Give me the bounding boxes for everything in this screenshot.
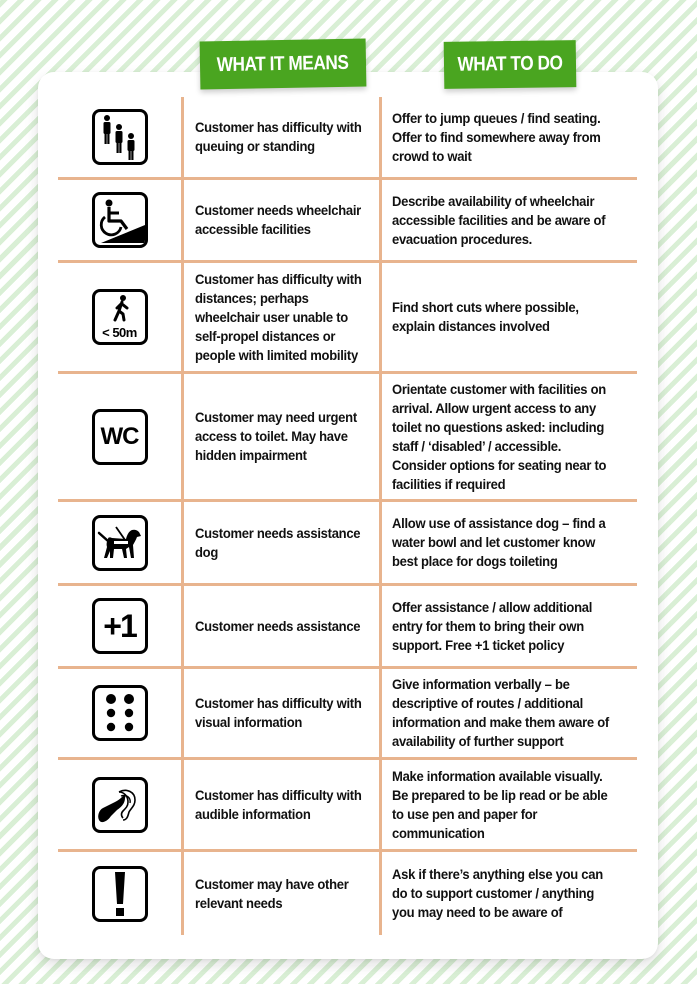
- table-row: [58, 760, 637, 852]
- hearing-icon: [92, 777, 148, 833]
- means-cell: [184, 760, 382, 849]
- table-row: [58, 374, 637, 502]
- icon-cell: [58, 586, 184, 666]
- means-cell: [184, 180, 382, 260]
- means-cell: [184, 374, 382, 499]
- means-text: Customer needs wheelchair accessible facilities: [195, 202, 361, 237]
- queue-people-icon: [92, 109, 148, 165]
- table-row: [58, 180, 637, 263]
- means-text: Customer has difficulty with distances; perhaps wheelchair user unable to self-propel distances or people with limited mobility: [195, 270, 362, 363]
- means-cell: [184, 502, 382, 583]
- means-text: Customer has difficulty with visual information: [195, 695, 362, 730]
- do-text: Find short cuts where possible, explain distances involved: [392, 299, 579, 334]
- icon-cell: [58, 502, 184, 583]
- do-text: Give information verbally – be descriptive of routes / additional information and make them aware of availability of further support: [392, 676, 609, 749]
- icon-cell: [58, 760, 184, 849]
- do-cell: [382, 586, 637, 666]
- icon-cell: [58, 669, 184, 757]
- wc-label: WC: [100, 422, 139, 450]
- means-cell: [184, 586, 382, 666]
- walking-distance-icon: [92, 289, 148, 345]
- icon-cell: [58, 852, 184, 935]
- distance-label: < 50m: [102, 325, 137, 340]
- table-row: [58, 502, 637, 586]
- plus-one-icon: [92, 598, 148, 654]
- do-cell: [382, 263, 637, 371]
- do-text: Orientate customer with facilities on arrival. Allow urgent access to any toilet no questions asked: including staff / ‘disabled’ / accessible. Consider options for seating near to facilities if required: [392, 380, 607, 492]
- means-cell: [184, 97, 382, 177]
- do-text: Allow use of assistance dog – find a water bowl and let customer know best place for dogs toileting: [392, 515, 606, 569]
- do-cell: [382, 502, 637, 583]
- means-text: Customer needs assistance: [195, 617, 361, 634]
- table-row: [58, 586, 637, 669]
- means-cell: [184, 852, 382, 935]
- do-text: Describe availability of wheelchair accessible facilities and be aware of evacuation procedures.: [392, 192, 606, 247]
- braille-icon: [92, 685, 148, 741]
- do-cell: [382, 180, 637, 260]
- header-what-to-do-label: WHAT TO DO: [457, 52, 563, 76]
- do-text: Make information available visually. Be prepared to be lip read or be able to use pen and paper for communication: [392, 767, 608, 841]
- means-text: Customer needs assistance dog: [195, 524, 361, 560]
- exclamation-icon: [92, 866, 148, 922]
- means-cell: [184, 263, 382, 371]
- icon-cell: [58, 180, 184, 260]
- icon-cell: [58, 97, 184, 177]
- do-cell: [382, 760, 637, 849]
- do-text: Ask if there’s anything else you can do to support customer / anything you may need to be aware of: [392, 866, 603, 920]
- table-row: [58, 669, 637, 760]
- means-text: Customer may need urgent access to toilet. May have hidden impairment: [195, 409, 357, 463]
- guidance-table: [58, 97, 637, 935]
- do-text: Offer assistance / allow additional entry for them to bring their own support. Free +1 ticket policy: [392, 598, 593, 653]
- do-text: Offer to jump queues / find seating. Offer to find somewhere away from crowd to wait: [392, 109, 601, 164]
- do-cell: [382, 669, 637, 757]
- header-what-it-means: [200, 39, 367, 90]
- header-what-to-do: [444, 40, 577, 89]
- table-row: [58, 263, 637, 374]
- means-cell: [184, 669, 382, 757]
- means-text: Customer may have other relevant needs: [195, 875, 349, 911]
- do-cell: [382, 374, 637, 499]
- do-cell: [382, 97, 637, 177]
- table-row: [58, 97, 637, 180]
- do-cell: [382, 852, 637, 935]
- icon-cell: [58, 263, 184, 371]
- wc-icon: [92, 409, 148, 465]
- means-text: Customer has difficulty with queuing or standing: [195, 119, 362, 154]
- table-row: [58, 852, 637, 935]
- icon-cell: [58, 374, 184, 499]
- means-text: Customer has difficulty with audible information: [195, 786, 362, 822]
- plus-one-label: +1: [103, 607, 136, 644]
- assistance-dog-icon: [92, 515, 148, 571]
- header-what-it-means-label: WHAT IT MEANS: [216, 51, 350, 76]
- wheelchair-icon: [92, 192, 148, 248]
